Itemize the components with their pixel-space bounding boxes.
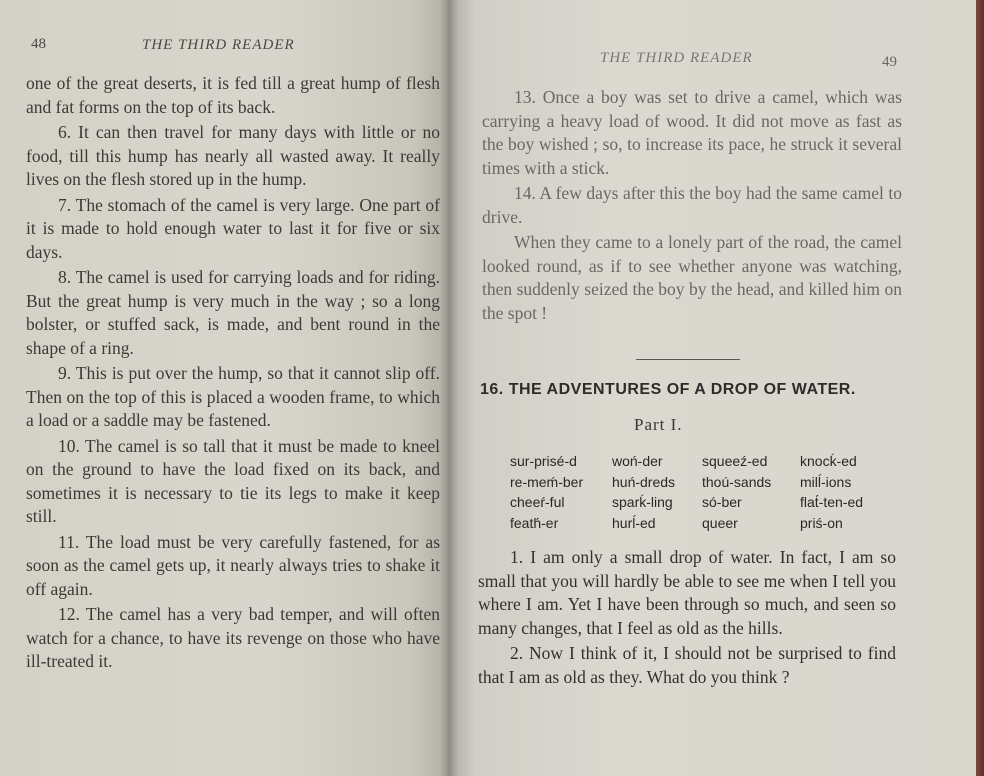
vocabulary-word: feath́-er bbox=[510, 514, 559, 531]
running-head: THE THIRD READER bbox=[142, 37, 295, 53]
section-divider bbox=[636, 359, 740, 360]
paragraph: one of the great deserts, it is fed till a great hump of flesh and fat forms on the top of its back. bbox=[26, 73, 440, 117]
vocabulary-word: woń-der bbox=[612, 453, 663, 469]
running-head: THE THIRD READER bbox=[600, 50, 753, 66]
paragraph: 11. The load must be very carefully fastened, for as soon as the camel gets up, it nearly always tries to shake it off again. bbox=[26, 531, 440, 599]
right-page-body-bottom bbox=[478, 546, 896, 691]
vocabulary-word: priś-on bbox=[800, 514, 843, 531]
left-page bbox=[0, 0, 448, 776]
vocabulary-word: squeeź-ed bbox=[702, 453, 768, 469]
part-label: Part I. bbox=[634, 415, 683, 434]
vocabulary-column bbox=[510, 451, 583, 533]
left-page-body bbox=[26, 72, 440, 676]
vocabulary-word: re-meḿ-ber bbox=[510, 473, 584, 490]
vocabulary-word: só-ber bbox=[702, 494, 742, 510]
vocabulary-word: cheeŕ-ful bbox=[510, 494, 565, 510]
page-number: 48 bbox=[31, 36, 46, 52]
paragraph: 9. This is put over the hump, so that it cannot slip off. Then on the top of this is placed a wooden frame, to which a load or a saddle may be fastened. bbox=[26, 363, 440, 430]
paragraph: 14. A few days after this the boy had the same camel to drive. bbox=[482, 183, 902, 227]
paragraph: 1. I am only a small drop of water. In fact, I am so small that you will hardly be able to see me when I tell you where I am. Yet I have been through so much, and seen so many changes, that I feel as old as the hills. bbox=[478, 547, 896, 638]
vocabulary-word: milĺ-ions bbox=[800, 473, 852, 490]
right-page bbox=[448, 0, 976, 776]
page-number: 49 bbox=[882, 54, 897, 70]
paragraph: When they came to a lonely part of the road, the camel looked round, as if to see whether anyone was watching, then suddenly seized the boy by the head, and killed him on the spot ! bbox=[482, 232, 902, 323]
paragraph: 12. The camel has a very bad temper, and will often watch for a chance, to have its revenge on those who have ill-treated it. bbox=[26, 604, 440, 671]
paragraph: 2. Now I think of it, I should not be surprised to find that I am as old as they. What do you think ? bbox=[478, 643, 896, 687]
vocabulary-column bbox=[800, 451, 863, 533]
vocabulary-word: queer bbox=[702, 514, 738, 531]
paragraph: 10. The camel is so tall that it must be made to kneel on the ground to have the load fixed on its back, and sometimes it is necessary to tie its legs to make it keep still. bbox=[26, 435, 440, 526]
vocabulary-word: huń-dreds bbox=[612, 473, 676, 490]
vocabulary-word: thoú-sands bbox=[702, 473, 772, 490]
right-page-body-top bbox=[482, 86, 902, 327]
vocabulary-word: sur-prisé-d bbox=[510, 453, 577, 469]
paragraph: 6. It can then travel for many days with little or no food, till this hump has nearly all wasted away. It really lives on the flesh stored up in the hump. bbox=[26, 122, 440, 189]
vocabulary-word: knocḱ-ed bbox=[800, 453, 857, 469]
paragraph: 7. The stomach of the camel is very large. One part of it is made to hold enough water to last it for five or six days. bbox=[26, 194, 440, 262]
paragraph: 13. Once a boy was set to drive a camel, which was carrying a heavy load of wood. It did not move as fast as the boy wished ; so, to increase its pace, he struck it several times with a stick. bbox=[482, 87, 902, 178]
book-cover-edge bbox=[976, 0, 984, 776]
vocabulary-column bbox=[702, 451, 771, 533]
vocabulary-word: sparḱ-ling bbox=[612, 494, 673, 510]
vocabulary-column bbox=[612, 451, 675, 533]
book-gutter bbox=[440, 0, 458, 776]
chapter-title: 16. THE ADVENTURES OF A DROP OF WATER. bbox=[480, 381, 856, 398]
paragraph: 8. The camel is used for carrying loads and for riding. But the great hump is very much in the way ; so a long bolster, or stuffed sack, is made, and bent round in the shape of a ring. bbox=[26, 267, 440, 358]
vocabulary-word: hurĺ-ed bbox=[612, 514, 656, 531]
vocabulary-word: flat́-ten-ed bbox=[800, 494, 864, 510]
